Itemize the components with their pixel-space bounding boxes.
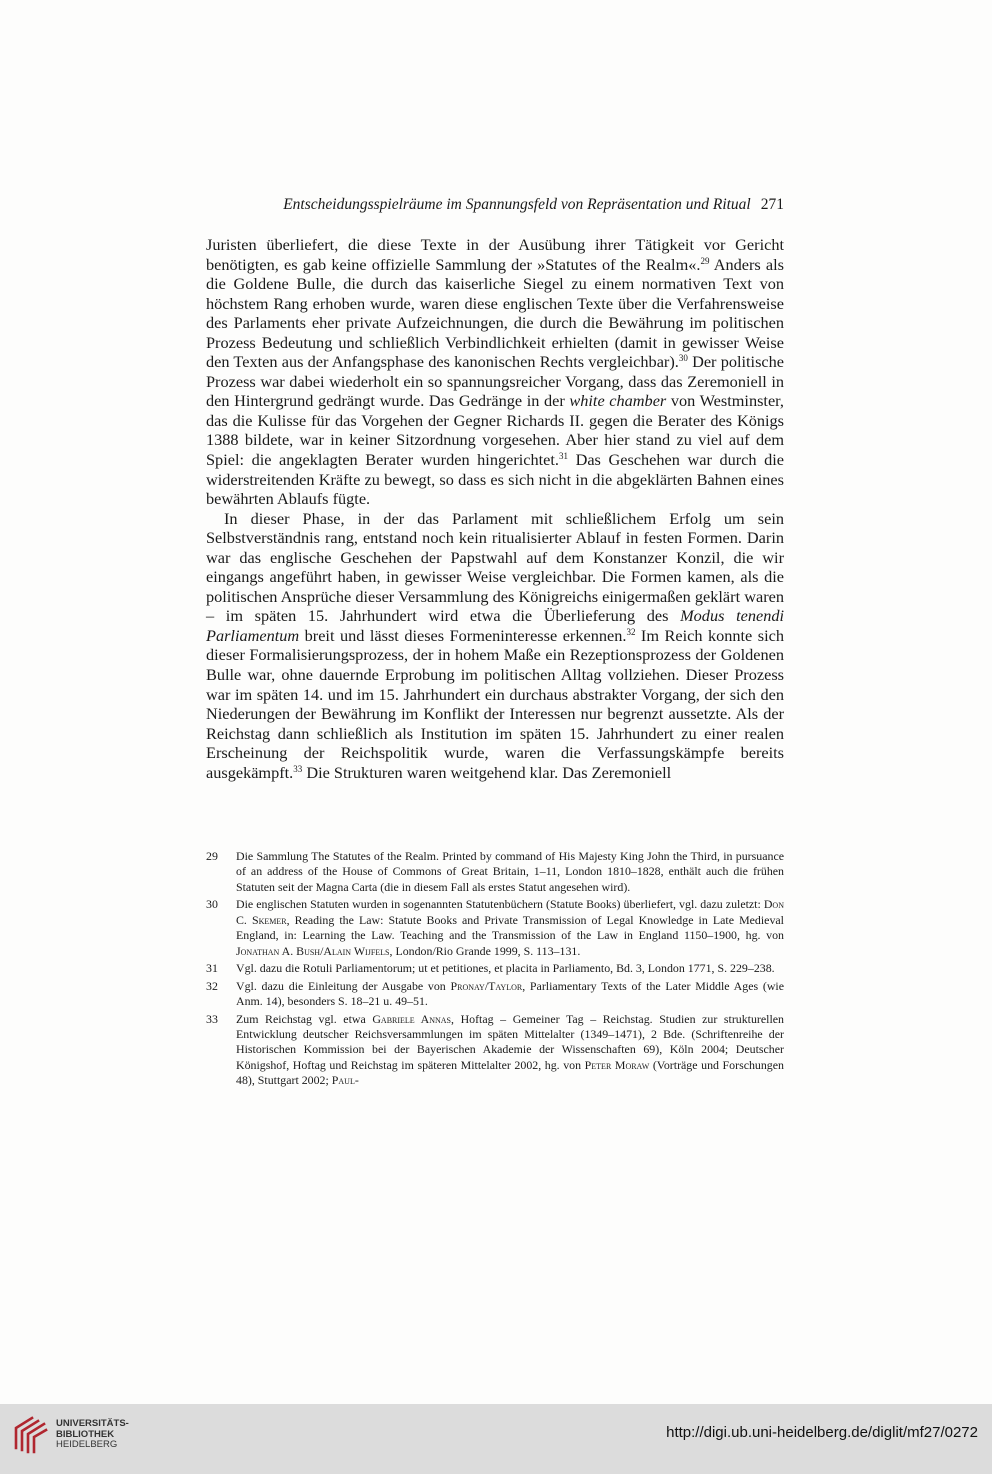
footnote-ref-33[interactable]: 33 (293, 763, 303, 774)
footnote-text: Vgl. dazu die Rotuli Parliamentorum; ut et petitiones, et placita in Parliamento, Bd. 3, London 1771, S. 229–238. (236, 961, 775, 976)
footnote-number: 33 (206, 1011, 218, 1026)
footnote-ref-31[interactable]: 31 (559, 451, 568, 462)
author-name: Pronay/Taylor (450, 978, 523, 993)
author-name: Paul- (331, 1073, 359, 1088)
running-header (206, 196, 784, 214)
footnote-number: 31 (206, 961, 218, 976)
footnotes (206, 849, 784, 1091)
footnote-ref-32[interactable]: 32 (626, 626, 636, 637)
library-footer (0, 1404, 992, 1474)
paragraph-2: In dieser Phase, in der das Parlament mit schließlichem Erfolg um sein Selbstverständnis rang, entstand noch kein ritualisierter Ablauf in festen Formen. Darin war das englische Geschehen der Papstwahl auf dem Konstanzer Konzil, die wir eingangs angeführt haben, in gewisser Weise vergleichbar. Die Formen kamen, als die politischen Ansprüche dieser Versammlung des Königreichs einigermaßen geklärt waren – im späten 15. Jahrhundert wird etwa die Überlieferung des Modus tenendi Parliamentum breit und lässt dieses Formeninteresse erkennen.$^{32}$ Im Reich konnte sich dieser Formalisierungsprozess, der in hohem Maße ein Rezeptionsprozess der Goldenen Bulle war, ohne dauernde Erprobung im politischen Alltag vollziehen. Dieser Prozess war im späten 14. und im 15. Jahrhundert ein durchaus abstrakter Vorgang, der sich den Niederungen der Bewährung im Konflikt der Interessen nur begrenzt aussetzte. Als der Reichstag dann schließlich als Institution im späten 15. Jahrhundert zu einer realen Erscheinung der Reichspolitik wurde, waren die Verfassungskämpfe bereits ausgekämpft.$^{33}$ Die Strukturen waren weitgehend klar. Das Zeremoniell (206, 508, 784, 782)
footnote-number: 30 (206, 897, 218, 912)
author-name: Jonathan A. Bush/Alain Wijfels (236, 943, 390, 958)
footnote-text: Die englischen Statuten wurden in sogenannten Statutenbüchern (Statute Books) überliefert, vgl. dazu zuletzt: Don C. Skemer, Reading the Law: Statute Books and Private Transmission of Legal Knowledge in Late Medieval England, in: Learning the Law. Teaching and the Transmission of the Law in England 1150–1900, hg. von Jonathan A. Bush/Alain Wijfels, London/Rio Grande 1999, S. 113–131. (236, 897, 784, 958)
library-name: UNIVERSITÄTS- BIBLIOTHEK HEIDELBERG (56, 1418, 129, 1450)
page-number: 271 (760, 196, 784, 213)
paragraph-1: Juristen überliefert, die diese Texte in der Ausübung ihrer Tätigkeit vor Gericht benötigten, es gab keine offizielle Sammlung der »Statutes of the Realm«.$^{29}$ Anders als die Goldene Bulle, die durch das kaiserliche Siegel zu einem normativen Text von höchstem Rang erhoben wurde, waren diese englischen Texte über die Verfahrensweise des Parlaments eher private Aufzeichnungen, die durch die Bewährung im politischen Prozess Bedeutung und schließlich Verbindlichkeit erhielten (damit in gewisser Weise den Texten aus der Anfangsphase des kanonischen Rechts vergleichbar).$^{30}$ Der politische Prozess war dabei wiederholt ein so spannungsreicher Vorgang, dass das Zeremoniell in den Hintergrund gedrängt wurde. Das Gedränge in der white chamber von Westminster, das die Kulisse für das Vorgehen der Gegner Richards II. gegen die Berater des Königs 1388 bildete, war in keiner Sitzordnung vorgesehen. Aber hier stand zu viel auf dem Spiel: die angeklagten Berater wurden hingerichtet.$^{31}$ Das Geschehen war durch die widerstreitenden Kräfte zu bewegt, so dass es sich nicht in die abgeklärten Bahnen eines bewährten Ablaufs fügte. (206, 235, 785, 509)
footnote-number: 32 (206, 978, 218, 993)
footnote-ref-30[interactable]: 30 (678, 353, 688, 364)
running-title: Entscheidungsspielräume im Spannungsfeld von Repräsentation und Ritual (283, 196, 751, 213)
footnote-31 (206, 961, 784, 976)
author-name: Don C. Skemer (236, 897, 784, 927)
footnote-text: Die Sammlung The Statutes of the Realm. Printed by command of His Majesty King John the Third, in pursuance of an address of the House of Commons of Great Britain, 1–11, London 1810–1828, enthält auch die frühen Statuten seit der Magna Carta (die in diesem Fall als erstes Statut angesehen wird). (236, 849, 784, 894)
footnote-33 (206, 1012, 784, 1089)
author-name: Peter Moraw (584, 1057, 650, 1072)
footnote-text: Vgl. dazu die Einleitung der Ausgabe von Pronay/Taylor, Parliamentary Texts of the Later Middle Ages (wie Anm. 14), besonders S. 18–21 u. 49–51. (236, 978, 784, 1009)
author-name: Gabriele Annas (372, 1011, 451, 1026)
emphasis-white-chamber: white chamber (569, 391, 667, 411)
permalink-url[interactable]: http://digi.ub.uni-heidelberg.de/diglit/mf27/0272 (666, 1424, 978, 1441)
emphasis-modus-tenendi: Modus tenendi Parliamentum (206, 606, 784, 645)
footnote-number: 29 (206, 849, 218, 863)
footnote-30 (206, 897, 784, 959)
footnote-ref-29[interactable]: 29 (700, 255, 710, 266)
body-text (206, 235, 784, 782)
footnote-text: Zum Reichstag vgl. etwa Gabriele Annas, Hoftag – Gemeiner Tag – Reichstag. Studien zur strukturellen Entwicklung deutscher Reichsversammlungen im späten Mittelalter (1349–1471), 2 Bde. (Schriftenreihe der Historischen Kommission bei der Bayerischen Akademie der Wissenschaften 69), Köln 2004; Deutscher Königshof, Hoftag und Reichstag im späteren Mittelalter 2002, hg. von Peter Moraw (Vorträge und Forschungen 48), Stuttgart 2002; Paul- (236, 1011, 784, 1088)
footnote-29 (206, 849, 784, 895)
footnote-32 (206, 979, 784, 1010)
university-library-logo-icon[interactable] (10, 1414, 50, 1454)
